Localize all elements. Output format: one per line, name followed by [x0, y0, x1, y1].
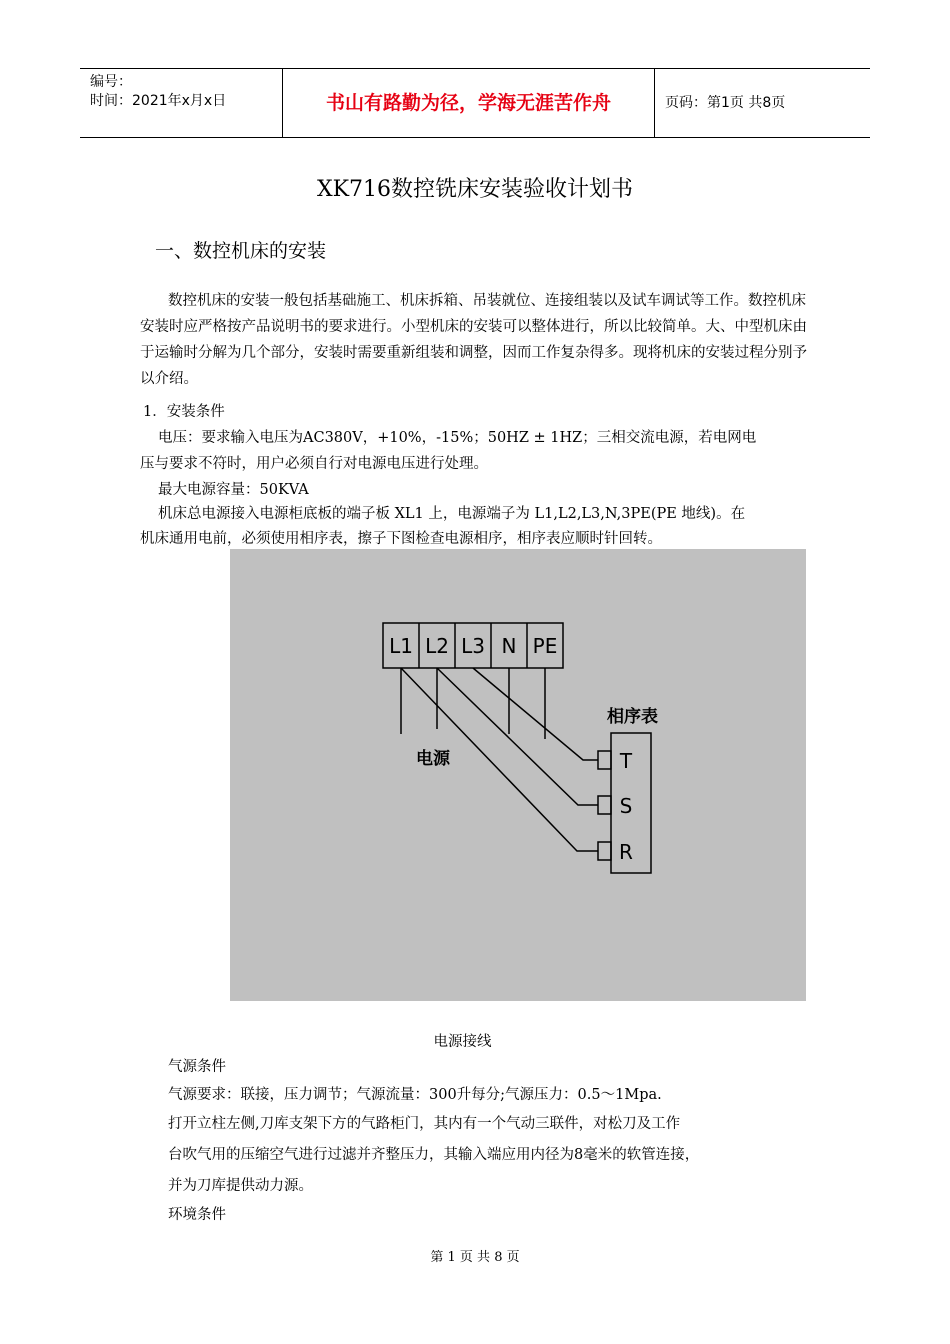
terminal-label: N — [501, 634, 517, 658]
meter-terminal-label: T — [619, 749, 633, 773]
terminal-label: L1 — [389, 634, 413, 658]
environment-heading: 环境条件 — [168, 1207, 226, 1223]
document-title: XK716数控铣床安装验收计划书 — [316, 177, 634, 202]
voltage-text-2: 压与要求不符时，用户必须自行对电源电压进行处理。 — [140, 456, 488, 472]
terminal-label: PE — [532, 634, 558, 658]
figure-caption: 电源接线 — [433, 1034, 492, 1050]
voltage-text-1: 电压：要求输入电压为AC380V，+10%，-15%；50HZ ± 1HZ；三相交流电源，若电网电 — [158, 430, 757, 446]
header-motto: 书山有路勤为径，学海无涯苦作舟 — [283, 69, 655, 137]
wiring-text-1: 机床总电源接入电源柜底板的端子板 XL1 上，电源端子为 L1,L2,L3,N,3PE(PE 地线)。在 — [158, 506, 746, 522]
air-text-2: 台吹气用的压缩空气进行过滤并齐整压力，其输入端应用内径为8毫米的软管连接， — [168, 1147, 700, 1163]
wiring-diagram — [230, 549, 806, 1001]
meter-terminal-label: R — [619, 840, 633, 864]
air-heading: 气源条件 — [168, 1059, 226, 1075]
wiring-diagram-svg — [230, 549, 806, 1001]
intro-paragraph: 数控机床的安装一般包括基础施工、机床拆箱、吊装就位、连接组装以及试车调试等工作。数控机床安装时应严格按产品说明书的要求进行。小型机床的安装可以整体进行，所以比较简单。大、中型机床由于运输时分解为几个部分，安装时需要重新组装和调整，因而工作复杂得多。现将机床的安装过程分别予以介绍。 — [140, 293, 807, 387]
air-requirements: 气源要求：联接，压力调节；气源流量：300升每分;气源压力：0.5～1Mpa. — [168, 1087, 662, 1103]
power-capacity-text: 最大电源容量：50KVA — [158, 482, 309, 498]
section-heading: 一、数控机床的安装 — [155, 240, 327, 262]
wiring-text-2: 机床通用电前，必须使用相序表，擦子下图检查电源相序，相序表应顺时针回转。 — [140, 531, 662, 547]
terminal-label: L2 — [425, 634, 449, 658]
subsection-heading: 1．安装条件 — [143, 404, 225, 420]
meter-terminal-label: S — [619, 794, 633, 818]
power-source-label: 电源 — [416, 749, 450, 769]
air-text-1: 打开立柱左侧,刀库支架下方的气路柜门，其内有一个气动三联件，对松刀及工作 — [168, 1116, 681, 1132]
air-text-3: 并为刀库提供动力源。 — [168, 1178, 313, 1194]
phase-meter-label: 相序表 — [607, 707, 658, 727]
number-label: 编号： — [90, 74, 132, 90]
header-page-info: 页码：第1页 共8页 — [665, 95, 786, 111]
terminal-label: L3 — [461, 634, 485, 658]
page-footer: 第 1 页 共 8 页 — [430, 1250, 520, 1265]
header-meta — [80, 69, 283, 137]
page-header — [80, 68, 870, 138]
time-label: 时间：2021年x月x日 — [90, 93, 227, 109]
